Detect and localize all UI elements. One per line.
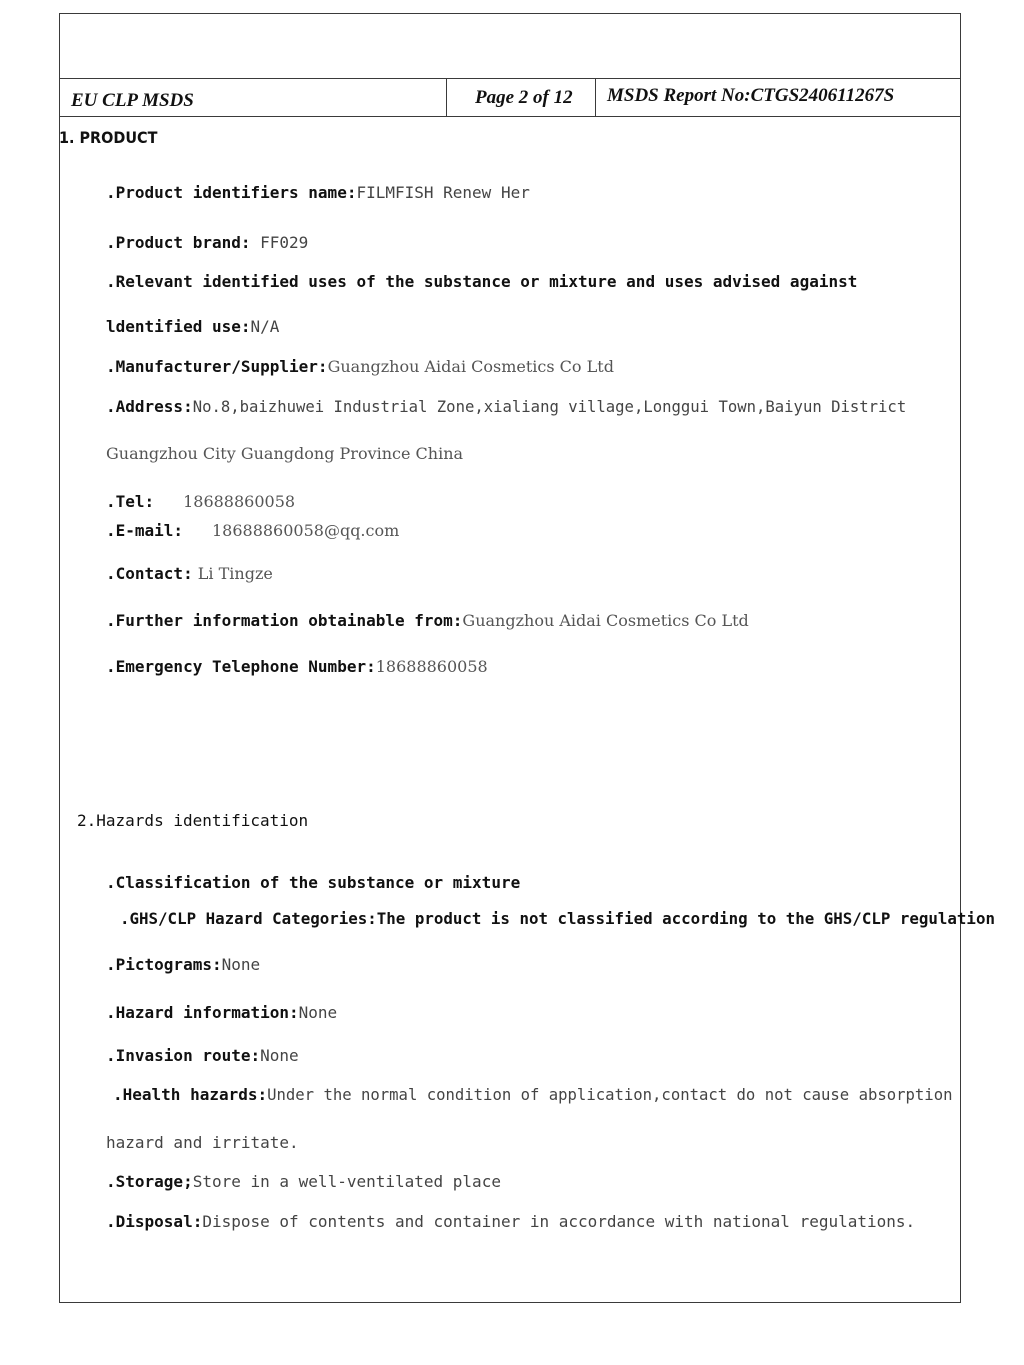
manufacturer-value: Guangzhou Aidai Cosmetics Co Ltd (327, 357, 614, 376)
disposal-value: Dispose of contents and container in accordance with national regulations. (202, 1212, 916, 1231)
emergency-row (106, 657, 488, 676)
storage-value: Store in a well-ventilated place (192, 1172, 501, 1191)
health-line2: hazard and irritate. (106, 1133, 299, 1152)
health-value: Under the normal condition of application,contact do not cause absorption (267, 1086, 953, 1104)
further-info-label: .Further information obtainable from: (106, 611, 463, 630)
address-line2: Guangzhou City Guangdong Province China (106, 444, 464, 463)
classification-line: .Classification of the substance or mixture (106, 873, 521, 892)
contact-label: .Contact: (106, 564, 193, 583)
emergency-label: .Emergency Telephone Number: (106, 657, 376, 676)
health-row (113, 1085, 952, 1104)
address-value: No.8,baizhuwei Industrial Zone,xialiang village,Longgui Town,Baiyun District (192, 398, 907, 416)
disposal-row (106, 1212, 915, 1231)
further-info-value: Guangzhou Aidai Cosmetics Co Ltd (462, 611, 749, 630)
tel-value: 18688860058 (183, 492, 296, 511)
email-row (106, 521, 399, 540)
product-name-row (106, 183, 530, 202)
hazard-info-label: .Hazard information: (106, 1003, 299, 1022)
identified-use-label: ldentified use: (106, 317, 251, 336)
disposal-label: .Disposal: (106, 1212, 203, 1231)
hazard-info-row (106, 1003, 337, 1022)
page-number: Page 2 of 12 (475, 87, 573, 108)
storage-label: .Storage; (106, 1172, 193, 1191)
manufacturer-row (106, 357, 614, 376)
address-line2-row (106, 444, 463, 463)
health-line2-row (106, 1133, 299, 1152)
uses-line: .Relevant identified uses of the substance or mixture and uses advised against (106, 272, 858, 291)
ghs-line: .GHS/CLP Hazard Categories:The product is not classified according to the GHS/CLP regulation (120, 909, 995, 928)
manufacturer-label: .Manufacturer/Supplier: (106, 357, 328, 376)
header-divider (595, 79, 596, 116)
brand-value: FF029 (260, 233, 309, 252)
address-label: .Address: (106, 397, 193, 416)
email-value: 18688860058@qq.com (211, 521, 400, 540)
emergency-value: 18688860058 (375, 657, 488, 676)
brand-label: .Product brand: (106, 233, 261, 252)
brand-row (106, 233, 308, 252)
invasion-value: None (260, 1046, 299, 1065)
contact-row (106, 564, 273, 583)
tel-row (106, 492, 295, 511)
header-divider (446, 79, 447, 116)
doc-type-label: EU CLP MSDS (71, 90, 194, 111)
hazard-info-value: None (298, 1003, 338, 1022)
further-info-row (106, 611, 749, 630)
contact-value: Li Tingze (192, 564, 273, 583)
product-name-value: FILMFISH Renew Her (356, 183, 530, 202)
invasion-row (106, 1046, 299, 1065)
tel-label: .Tel: (106, 492, 155, 511)
identified-use-value: N/A (250, 317, 280, 336)
pictograms-label: .Pictograms: (106, 955, 222, 974)
report-number: MSDS Report No:CTGS240611267S (607, 85, 895, 106)
section1-title: 1. PRODUCT (59, 128, 158, 147)
header-table (60, 78, 960, 117)
health-label: .Health hazards: (113, 1085, 268, 1104)
invasion-label: .Invasion route: (106, 1046, 261, 1065)
address-row (106, 397, 906, 416)
identified-use-row (106, 317, 279, 336)
email-label: .E-mail: (106, 521, 184, 540)
storage-row (106, 1172, 501, 1191)
pictograms-value: None (221, 955, 261, 974)
product-name-label: .Product identifiers name: (106, 183, 357, 202)
pictograms-row (106, 955, 260, 974)
section2-title: 2.Hazards identification (77, 811, 309, 830)
